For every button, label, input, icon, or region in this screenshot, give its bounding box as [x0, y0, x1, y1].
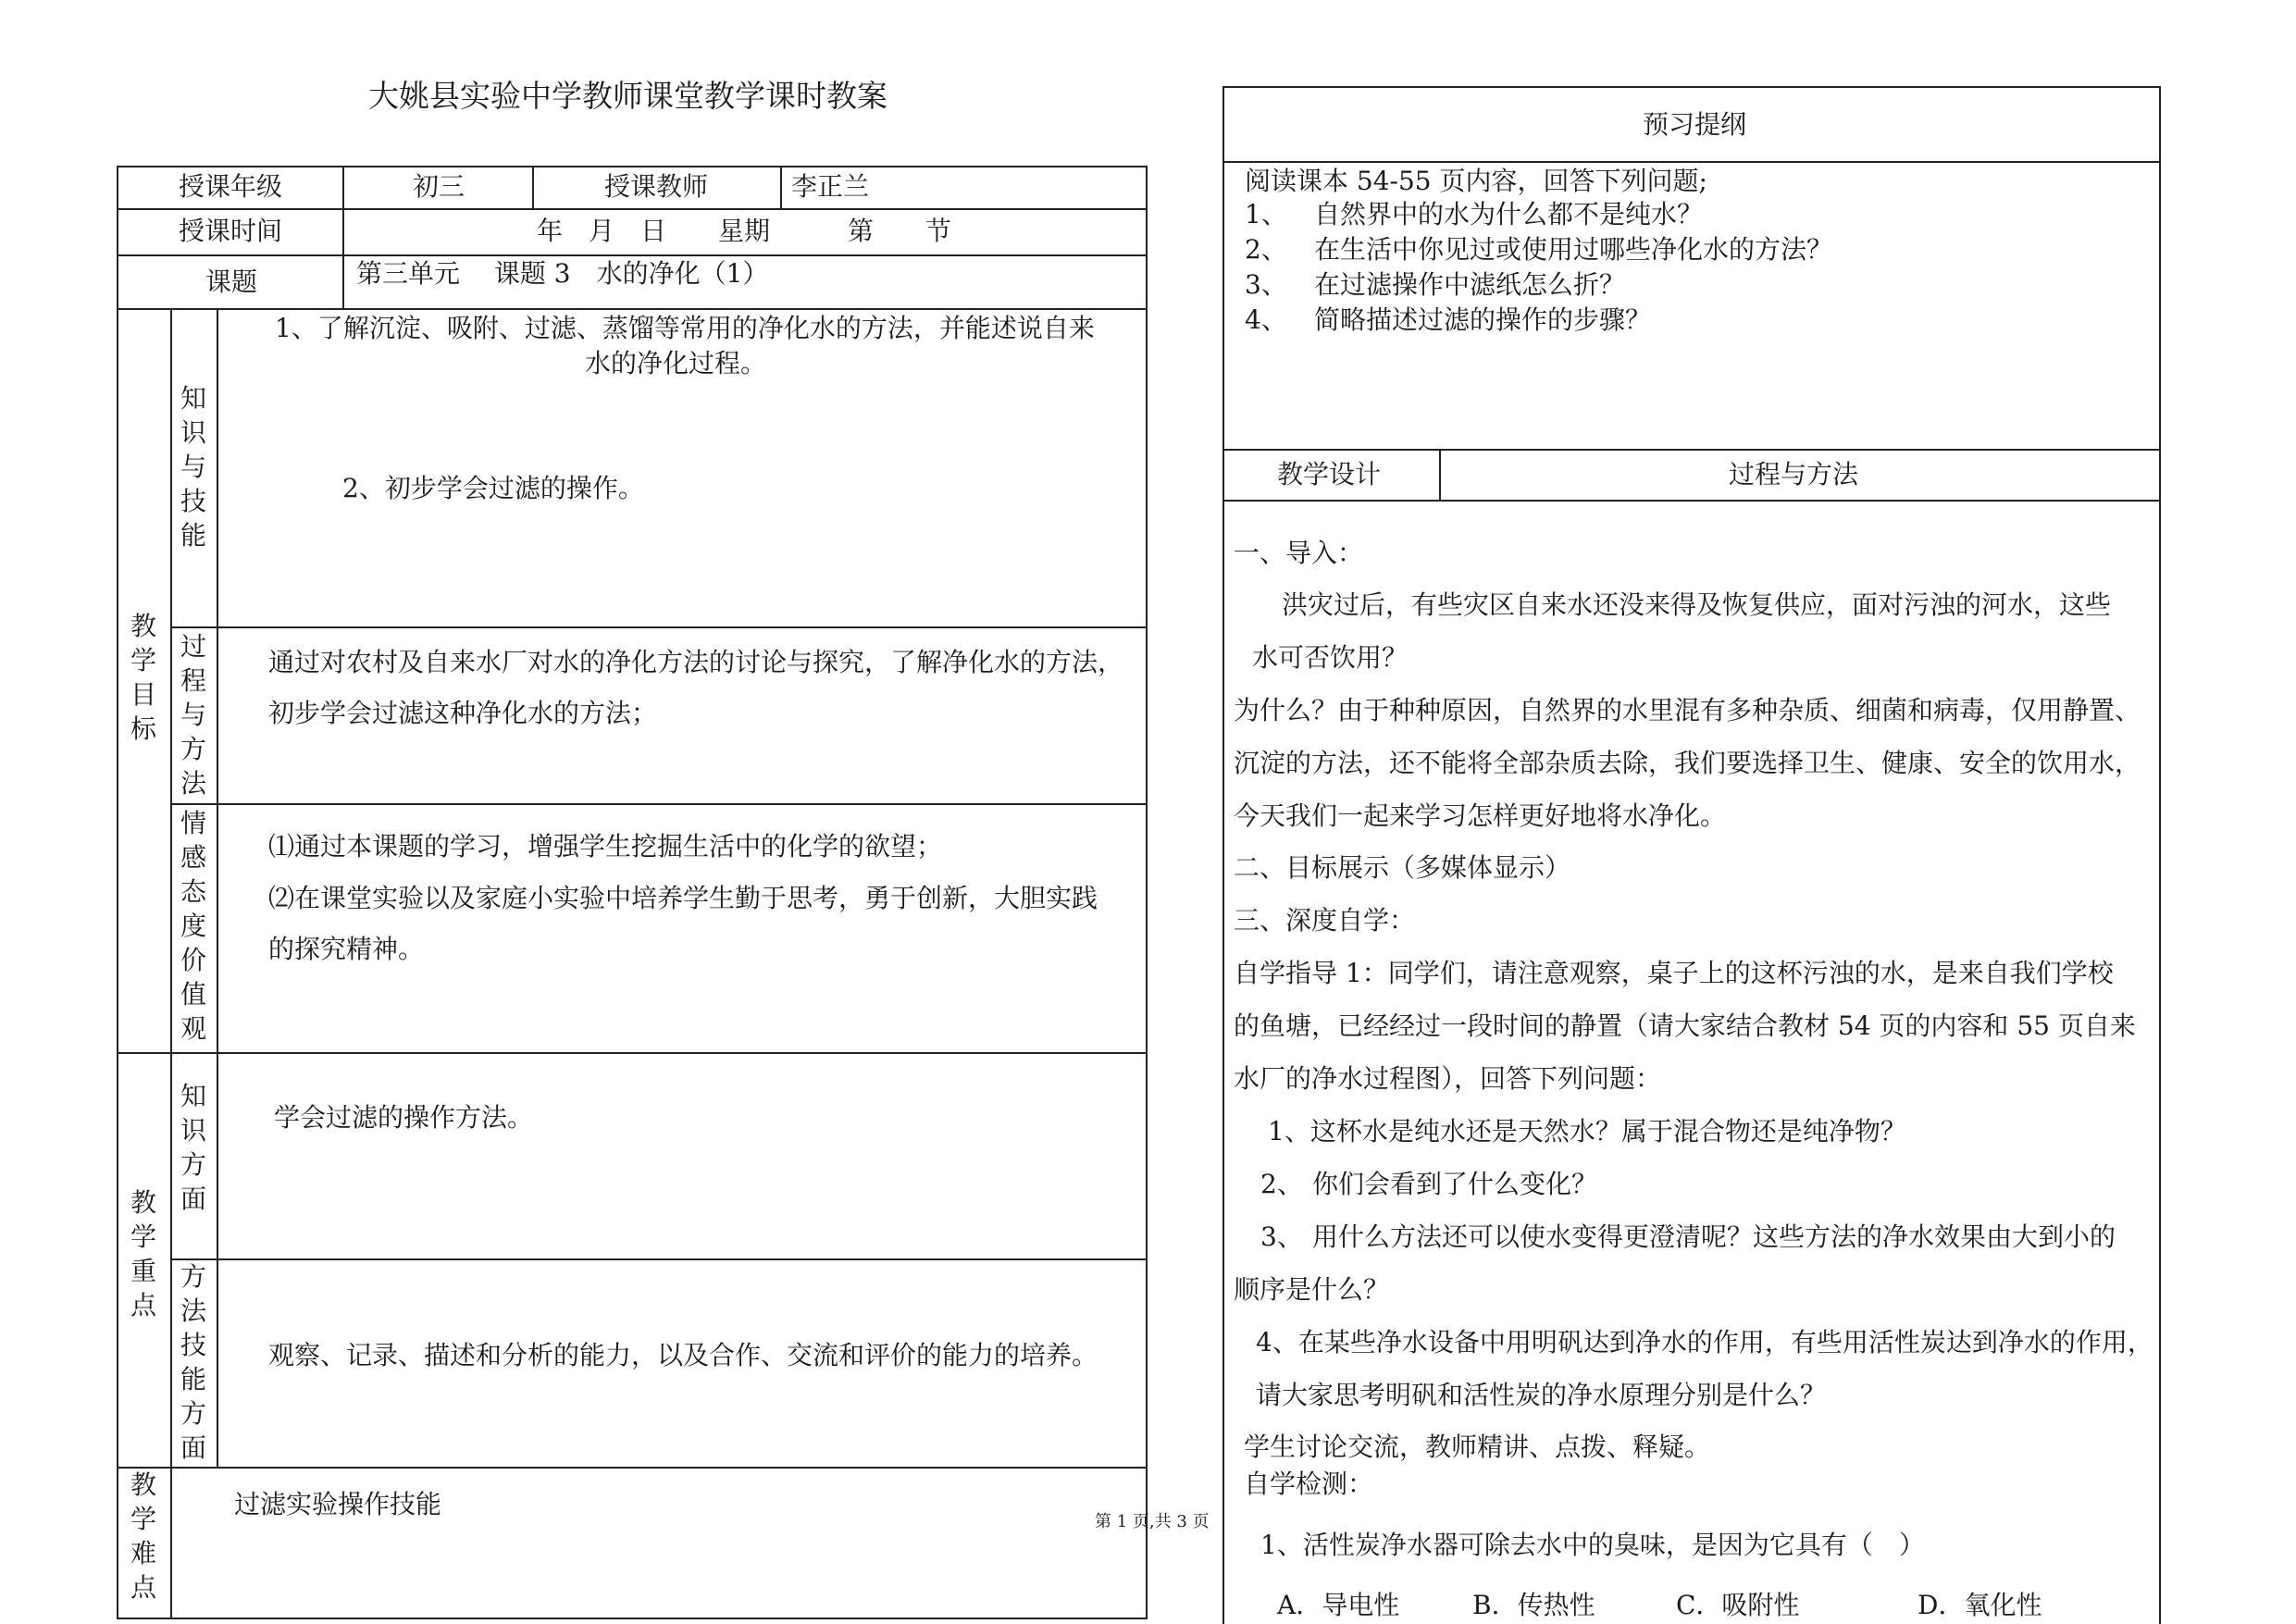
option-b: B．传热性	[1472, 1590, 1595, 1620]
time-value: 年 月 日 星期 第 节	[537, 216, 952, 246]
teacher-label: 授课教师	[604, 171, 709, 202]
preview-item-text: 在生活中你见过或使用过哪些净化水的方法？	[1314, 234, 1833, 265]
teacher-value: 李正兰	[791, 171, 870, 202]
question-4: 4、在某些净水设备中用明矾达到净水的作用，有些用活性炭达到净水的作用，	[1256, 1327, 2153, 1357]
row-divider	[170, 626, 1148, 628]
option-a: A．导电性	[1277, 1590, 1400, 1620]
document-title: 大姚县实验中学教师课堂教学课时教案	[368, 78, 887, 114]
option-d: D．氧化性	[1917, 1590, 2042, 1620]
row-divider	[117, 254, 1148, 256]
question-2: 你们会看到了什么变化？	[1312, 1169, 1598, 1199]
topic-label: 课题	[205, 267, 258, 297]
process-line-1: 通过对农村及自来水厂对水的净化方法的讨论与探究，了解净化水的方法，	[268, 647, 1124, 677]
intro-line: 今天我们一起来学习怎样更好地将水净化。	[1234, 800, 1727, 831]
keypoints-knowledge-text: 学会过滤的操作方法。	[274, 1102, 534, 1133]
guide-line: 自学指导 1：同学们，请注意观察，桌子上的这杯污浊的水，是来自我们学校	[1234, 958, 2114, 988]
knowledge-item-1: 1、了解沉淀、吸附、过滤、蒸馏等常用的净化水的方法，并能述说自来	[275, 313, 1095, 343]
option-c: C．吸附性	[1676, 1590, 1800, 1620]
emotion-line-3: 的探究精神。	[268, 934, 425, 964]
emotion-line-1: ⑴通过本课题的学习，增强学生挖掘生活中的化学的欲望；	[268, 831, 943, 862]
question-3-number: 3、	[1260, 1221, 1303, 1252]
keypoints-group-label: 教学重点	[130, 1187, 156, 1320]
row-divider	[1222, 161, 2161, 163]
question-4-cont: 请大家思考明矾和活性炭的净水原理分别是什么？	[1256, 1380, 1827, 1410]
check-heading: 自学检测：	[1244, 1469, 1374, 1499]
intro-line: 为什么？由于种种原因，自然界的水里混有多种杂质、细菌和病毒，仅用静置、	[1234, 695, 2141, 725]
guide-line: 水厂的净水过程图），回答下列问题：	[1234, 1063, 1662, 1094]
col-divider	[217, 308, 218, 1467]
row-divider	[1222, 449, 2161, 451]
difficulty-text: 过滤实验操作技能	[234, 1489, 442, 1519]
time-label: 授课时间	[179, 216, 283, 246]
preview-item-number: 4、	[1245, 304, 1287, 335]
grade-value: 初三	[413, 171, 465, 202]
intro-line: 洪灾过后，有些灾区自来水还没来得及恢复供应，面对污浊的河水，这些	[1282, 589, 2112, 620]
row-divider	[170, 803, 1148, 805]
guide-line: 的鱼塘，已经经过一段时间的静置（请大家结合教材 54 页的内容和 55 页自来	[1234, 1010, 2136, 1041]
difficulty-label: 教学难点	[130, 1469, 156, 1603]
row-divider	[117, 1467, 1148, 1469]
preview-item-text: 在过滤操作中滤纸怎么折？	[1314, 269, 1626, 300]
preview-title: 预习提纲	[1643, 109, 1747, 140]
question-3-cont: 顺序是什么？	[1234, 1274, 1390, 1305]
intro-line: 水可否饮用？	[1252, 642, 1409, 673]
process-line-2: 初步学会过滤这种净化水的方法；	[268, 698, 658, 728]
process-method-label: 过程与方法	[180, 631, 206, 799]
topic-value: 第三单元 课题 3 水的净化（1）	[356, 258, 769, 289]
preview-item-number: 1、	[1245, 199, 1287, 229]
col-divider	[170, 308, 172, 1619]
preview-intro: 阅读课本 54-55 页内容，回答下列问题;	[1245, 166, 1707, 196]
preview-item-number: 2、	[1245, 234, 1287, 265]
study-heading: 三、深度自学：	[1234, 905, 1416, 936]
check-question-1: 1、活性炭净水器可除去水中的臭味，是因为它具有（ ）	[1260, 1530, 1925, 1560]
intro-line: 沉淀的方法，还不能将全部杂质去除，我们要选择卫生、健康、安全的饮用水，	[1234, 748, 2141, 778]
preview-item-text: 简略描述过滤的操作的步骤？	[1314, 304, 1652, 335]
goal-heading: 二、目标展示（多媒体显示）	[1234, 852, 1571, 883]
preview-item-number: 3、	[1245, 269, 1287, 300]
keypoints-method-text: 观察、记录、描述和分析的能力，以及合作、交流和评价的能力的培养。	[268, 1340, 1098, 1370]
row-divider	[170, 1258, 1148, 1260]
grade-label: 授课年级	[179, 171, 283, 202]
col-divider	[342, 166, 344, 308]
emotion-attitude-label: 情感态度价值观	[180, 808, 206, 1044]
process-label: 过程与方法	[1729, 459, 1859, 490]
intro-heading: 一、导入：	[1234, 538, 1364, 568]
knowledge-item-1-cont: 水的净化过程。	[585, 348, 767, 378]
question-1: 1、这杯水是纯水还是天然水？属于混合物还是纯净物？	[1268, 1116, 1906, 1147]
col-divider	[780, 166, 782, 208]
design-label: 教学设计	[1277, 459, 1382, 490]
col-divider	[532, 166, 534, 208]
question-2-number: 2、	[1260, 1169, 1303, 1199]
knowledge-skill-label: 知识与技能	[180, 383, 206, 551]
emotion-line-2: ⑵在课堂实验以及家庭小实验中培养学生勤于思考，勇于创新，大胆实践	[268, 883, 1098, 913]
objectives-group-label: 教学目标	[130, 611, 156, 744]
row-divider	[117, 308, 1148, 310]
row-divider	[1222, 500, 2161, 502]
keypoints-knowledge-label: 知识方面	[180, 1081, 206, 1214]
col-divider	[1439, 449, 1441, 500]
page-number: 第 1 页,共 3 页	[1095, 1512, 1210, 1531]
row-divider	[117, 1052, 1148, 1054]
question-3: 用什么方法还可以使水变得更澄清呢？这些方法的净水效果由大到小的	[1312, 1221, 2116, 1252]
discussion-note: 学生讨论交流，教师精讲、点拨、释疑。	[1244, 1432, 1711, 1462]
preview-item-text: 自然界中的水为什么都不是纯水？	[1314, 199, 1704, 229]
row-divider	[117, 208, 1148, 210]
keypoints-method-label: 方法技能方面	[180, 1261, 206, 1463]
knowledge-item-2: 2、初步学会过滤的操作。	[342, 473, 644, 503]
